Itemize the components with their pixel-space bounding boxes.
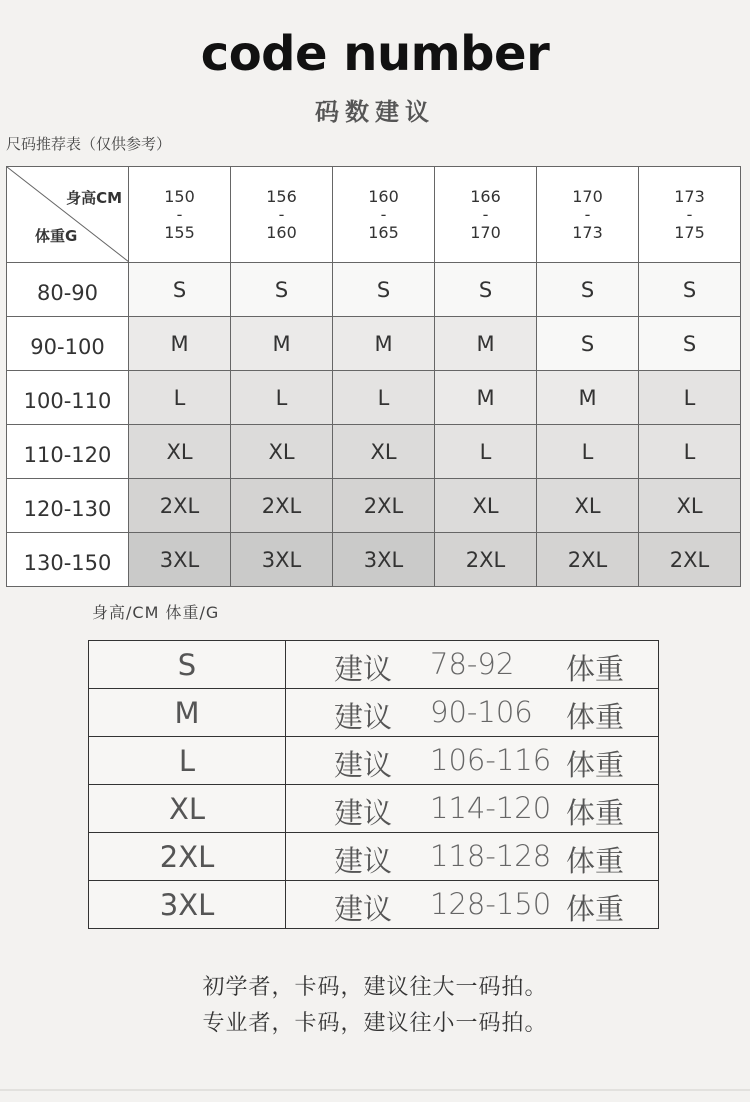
weight-info-cell [286, 689, 659, 737]
weight-info-cell [286, 881, 659, 929]
size-table-caption: 尺码推荐表（仅供参考） [6, 135, 172, 153]
weight-range-text: 90-106 [430, 695, 533, 729]
bottom-divider [0, 1089, 750, 1091]
height-sep: - [380, 204, 387, 224]
weight-range-cell: 80-90 [7, 263, 129, 317]
size-cell: L [537, 425, 639, 479]
size-cell: L [639, 371, 741, 425]
height-max: 165 [368, 222, 399, 242]
size-cell: L [435, 425, 537, 479]
height-sep: - [176, 204, 183, 224]
weight-recommendation-table [88, 640, 659, 929]
weight-info-cell [286, 641, 659, 689]
size-cell: M [435, 317, 537, 371]
size-cell: XL [333, 425, 435, 479]
recommendation-row [89, 737, 659, 785]
weight-range-cell: 110-120 [7, 425, 129, 479]
note-beginner: 初学者，卡码，建议往大一码拍。 [202, 975, 548, 1000]
weight-range-text: 118-128 [430, 839, 552, 873]
height-min: 156 [266, 186, 297, 206]
size-cell: L [333, 371, 435, 425]
size-cell: L [639, 425, 741, 479]
table-row [7, 425, 741, 479]
keyword-text: 建议 [334, 748, 393, 782]
height-header-cell [639, 167, 741, 263]
size-cell: 2XL [435, 533, 537, 587]
size-label-cell: 2XL [89, 833, 286, 881]
size-cell: M [231, 317, 333, 371]
recommendation-row [89, 881, 659, 929]
size-cell: XL [639, 479, 741, 533]
size-cell: M [333, 317, 435, 371]
size-cell: S [537, 263, 639, 317]
size-cell: S [537, 317, 639, 371]
size-cell: L [231, 371, 333, 425]
size-cell: S [231, 263, 333, 317]
weight-range-cell: 130-150 [7, 533, 129, 587]
table-row [7, 317, 741, 371]
keyword-text: 建议 [334, 892, 393, 926]
size-label-cell: M [89, 689, 286, 737]
size-cell: M [537, 371, 639, 425]
height-min: 173 [674, 186, 705, 206]
height-max: 175 [674, 222, 705, 242]
height-min: 150 [164, 186, 195, 206]
recommendation-row [89, 785, 659, 833]
keyword-text: 建议 [334, 844, 393, 878]
size-cell: 2XL [333, 479, 435, 533]
size-cell: 3XL [129, 533, 231, 587]
size-label-cell: 3XL [89, 881, 286, 929]
page-subtitle: 码数建议 [315, 98, 435, 126]
recommendation-row [89, 641, 659, 689]
weight-range-cell: 90-100 [7, 317, 129, 371]
size-cell: 2XL [231, 479, 333, 533]
size-cell: M [129, 317, 231, 371]
weight-axis-label: 体重G [35, 227, 78, 245]
note-professional: 专业者，卡码，建议往小一码拍。 [202, 1011, 548, 1036]
keyword-text: 建议 [334, 652, 393, 686]
size-cell: S [639, 263, 741, 317]
recommendation-row [89, 833, 659, 881]
height-max: 160 [266, 222, 297, 242]
size-label-cell: XL [89, 785, 286, 833]
size-cell: L [129, 371, 231, 425]
keyword-text: 建议 [334, 796, 393, 830]
height-max: 173 [572, 222, 603, 242]
fit-notes [0, 970, 750, 1042]
height-sep: - [482, 204, 489, 224]
unit-text: 体重 [566, 844, 625, 878]
recommendation-caption: 身高/CM 体重/G [92, 603, 220, 622]
size-cell: S [639, 317, 741, 371]
table-row [7, 263, 741, 317]
weight-info-cell [286, 737, 659, 785]
weight-info-cell [286, 785, 659, 833]
size-cell: S [435, 263, 537, 317]
unit-text: 体重 [566, 652, 625, 686]
height-max: 155 [164, 222, 195, 242]
height-max: 170 [470, 222, 501, 242]
height-header-cell [537, 167, 639, 263]
weight-range-cell: 120-130 [7, 479, 129, 533]
height-sep: - [584, 204, 591, 224]
size-cell: XL [537, 479, 639, 533]
height-sep: - [278, 204, 285, 224]
table-header-row [7, 167, 741, 263]
size-label-cell: L [89, 737, 286, 785]
size-cell: XL [231, 425, 333, 479]
table-corner-cell [7, 167, 129, 263]
height-sep: - [686, 204, 693, 224]
size-label-cell: S [89, 641, 286, 689]
size-cell: 3XL [333, 533, 435, 587]
diagonal-divider [7, 167, 129, 262]
table-row [7, 371, 741, 425]
size-cell: 2XL [537, 533, 639, 587]
height-header-cell [129, 167, 231, 263]
size-cell: S [129, 263, 231, 317]
weight-range-text: 106-116 [430, 743, 552, 777]
height-min: 166 [470, 186, 501, 206]
weight-range-cell: 100-110 [7, 371, 129, 425]
size-cell: 3XL [231, 533, 333, 587]
weight-range-text: 78-92 [430, 647, 515, 681]
height-header-cell [231, 167, 333, 263]
unit-text: 体重 [566, 748, 625, 782]
size-cell: XL [129, 425, 231, 479]
weight-range-text: 114-120 [430, 791, 552, 825]
size-recommendation-table [6, 166, 741, 587]
height-min: 170 [572, 186, 603, 206]
height-header-cell [435, 167, 537, 263]
height-header-cell [333, 167, 435, 263]
unit-text: 体重 [566, 796, 625, 830]
unit-text: 体重 [566, 700, 625, 734]
table-row [7, 533, 741, 587]
unit-text: 体重 [566, 892, 625, 926]
table-row [7, 479, 741, 533]
height-axis-label: 身高CM [66, 189, 122, 207]
size-cell: M [435, 371, 537, 425]
size-cell: XL [435, 479, 537, 533]
recommendation-row [89, 689, 659, 737]
weight-range-text: 128-150 [430, 887, 552, 921]
size-cell: 2XL [129, 479, 231, 533]
size-cell: S [333, 263, 435, 317]
weight-info-cell [286, 833, 659, 881]
height-min: 160 [368, 186, 399, 206]
page-title: code number [200, 26, 550, 82]
size-cell: 2XL [639, 533, 741, 587]
keyword-text: 建议 [334, 700, 393, 734]
